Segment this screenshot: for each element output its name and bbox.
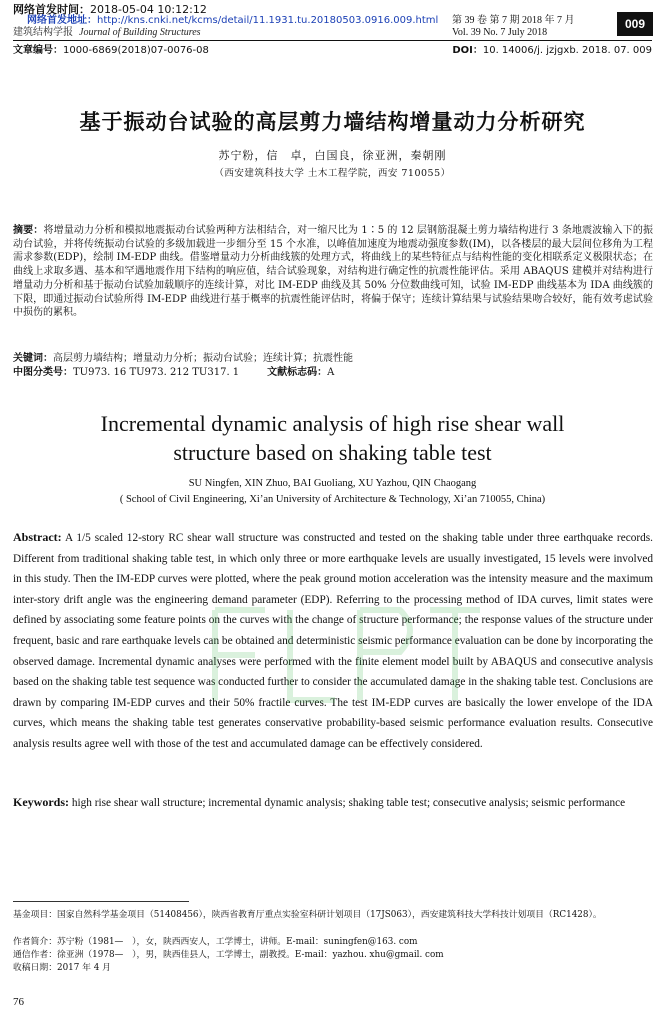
keywords-en — [13, 793, 653, 813]
authors-cn: 苏宁粉，信 卓，白国良，徐亚洲，秦朝刚 — [218, 149, 447, 162]
online-label: 网络首发时间： — [13, 3, 90, 16]
address-link[interactable]: http://kns.cnki.net/kcms/detail/11.1931.tu.20180503.0916.009.html — [97, 15, 439, 26]
classification-label: 中图分类号： — [13, 367, 73, 378]
title-en-line2: structure based on shaking table test — [173, 440, 492, 465]
abstract-cn-label: 摘要： — [13, 225, 44, 236]
doi-label: DOI： — [452, 45, 483, 56]
title-en-line1: Incremental dynamic analysis of high rise shear wall — [100, 411, 565, 436]
article-number-value: 1000-6869(2018)07-0076-08 — [63, 45, 209, 56]
footnote-author: 作者简介：苏宁粉（1981— ），女，陕西西安人，工学博士，讲师。E-mail：suningfen@163. com — [13, 937, 418, 947]
affiliation-en: ( School of Civil Engineering, Xi’an University of Architecture & Technology, Xi’an 710055, China) — [119, 494, 546, 505]
page-code-box: 009 — [617, 12, 653, 36]
keywords-cn-text: 高层剪力墙结构；增量动力分析；振动台试验；连续计算；抗震性能 — [53, 353, 353, 364]
journal-name-cn: 建筑结构学报 — [13, 27, 73, 38]
online-address[interactable] — [27, 15, 438, 27]
keywords-en-text: high rise shear wall structure; incremental dynamic analysis; shaking table test; consecutive analysis; seismic performance — [71, 797, 626, 809]
footnote-corresponding: 通信作者：徐亚洲（1978— ），男，陕西佳县人，工学博士，副教授。E-mail：yazhou. xhu@gmail. com — [13, 950, 444, 960]
abstract-en — [13, 527, 653, 755]
keywords-cn — [13, 352, 653, 365]
journal-name — [13, 27, 201, 39]
article-number — [13, 45, 209, 57]
abstract-en-label: Abstract: — [13, 530, 62, 544]
footnote-received: 收稿日期：2017 年 4 月 — [13, 963, 111, 973]
classification — [13, 366, 653, 379]
abstract-en-text: A 1/5 scaled 12-story RC shear wall structure was constructed and tested on the shaking table under three earthquake records. Different from traditional shaking table test, in which only three or more earthquake levels are usually investigated, 15 levels were involved in this study. Then the IM-EDP curves were plotted, where the peak ground motion acceleration was the intensity measure and the maximum inter-story drift angle was the engineering demand parameter (EDP). Referring to the processing method of IDA curves, limit states were defined by associating some feature points on the curves with the change of structure performance; the response values of the structure under frequent, basic and rare earthquake levels can be obtained and deterministic seismic performance evaluation can be done by incorporating the observed damage. Incremental dynamic analyses were performed with the finite element model built by ABAQUS and consecutive analysis based on the shaking table test sequence was conducted further to consider the accumulated damage in the shaking table test. Conclusions are drawn by comparing IM-EDP curves and their 50% fractile curves. The test IM-EDP curves are basically the lower envelope of the IDA curves, which means the shaking table test generates conservative probability-based seismic performance evaluation results. Consecutive analysis results agree well with those of the test and accumulated damage can be effectively considered. — [13, 532, 653, 750]
title-cn: 基于振动台试验的高层剪力墙结构增量动力分析研究 — [79, 110, 586, 134]
doc-code-label: 文献标志码： — [267, 367, 328, 378]
doi-value: 10. 14006/j. jzjgxb. 2018. 07. 009 — [482, 45, 652, 56]
classification-codes: TU973. 16 TU973. 212 TU317. 1 — [73, 367, 240, 378]
doi — [452, 45, 652, 57]
title-en — [0, 409, 665, 467]
volume-en: Vol. 39 No. 7 July 2018 — [452, 27, 548, 38]
page-number: 76 — [13, 996, 24, 1008]
volume-cn: 第 39 卷 第 7 期 2018 年 7 月 — [452, 15, 575, 26]
doc-code: A — [327, 367, 335, 378]
header-rule — [13, 40, 652, 41]
abstract-cn-text: 将增量动力分析和模拟地震振动台试验两种方法相结合，对一缩尺比为 1∶5 的 12 层钢筋混凝土剪力墙结构进行 3 条地震波输入下的振动台试验，并将传统振动台试验的多级加载进一步细分至 15 个水准，以峰值加速度为地震动强度参数(IM)，以各楼层的最大层间位移角为工程需求参数(EDP)，绘制 IM-EDP 曲线。借鉴增量动力分析曲线簇的处理方式，将曲线上的某些特征点与结构性能的变化相联系定义极限状态；在曲线上求取多遇、基本和罕遇地震作用下结构的响应值，结合试验现象，对结构进行确定性的抗震性能评估。采用 ABAQUS 建模并对结构进行增量动力分析和基于振动台试验加载顺序的连续计算，对比 IM-EDP 曲线及其 50% 分位数曲线可知，试验 IM-EDP 曲线基本为 IDA 曲线簇的下限，即通过振动台试验所得 IM-EDP 曲线进行基于概率的抗震性能评估时，将偏于保守；连续计算结果与试验结果吻合较好，能有效考虑试验中损伤的累积。 — [13, 225, 654, 319]
article-number-label: 文章编号： — [13, 45, 63, 56]
address-label: 网络首发地址： — [27, 15, 97, 26]
keywords-cn-label: 关键词： — [13, 353, 53, 364]
footnote-fund: 基金项目：国家自然科学基金项目（51408456），陕西省教育厅重点实验室科研计划项目（17JS063），西安建筑科技大学科技计划项目（RC1428）。 — [13, 910, 602, 920]
affiliation-cn: （西安建筑科技大学 土木工程学院，西安 710055） — [214, 168, 451, 179]
keywords-en-label: Keywords: — [13, 795, 69, 809]
online-time: 2018-05-04 10:12:12 — [90, 3, 207, 16]
authors-en: SU Ningfen, XIN Zhuo, BAI Guoliang, XU Yazhou, QIN Chaogang — [188, 478, 477, 489]
footnote-rule — [13, 901, 189, 902]
abstract-cn — [13, 224, 653, 320]
journal-name-en: Journal of Building Structures — [79, 27, 201, 38]
